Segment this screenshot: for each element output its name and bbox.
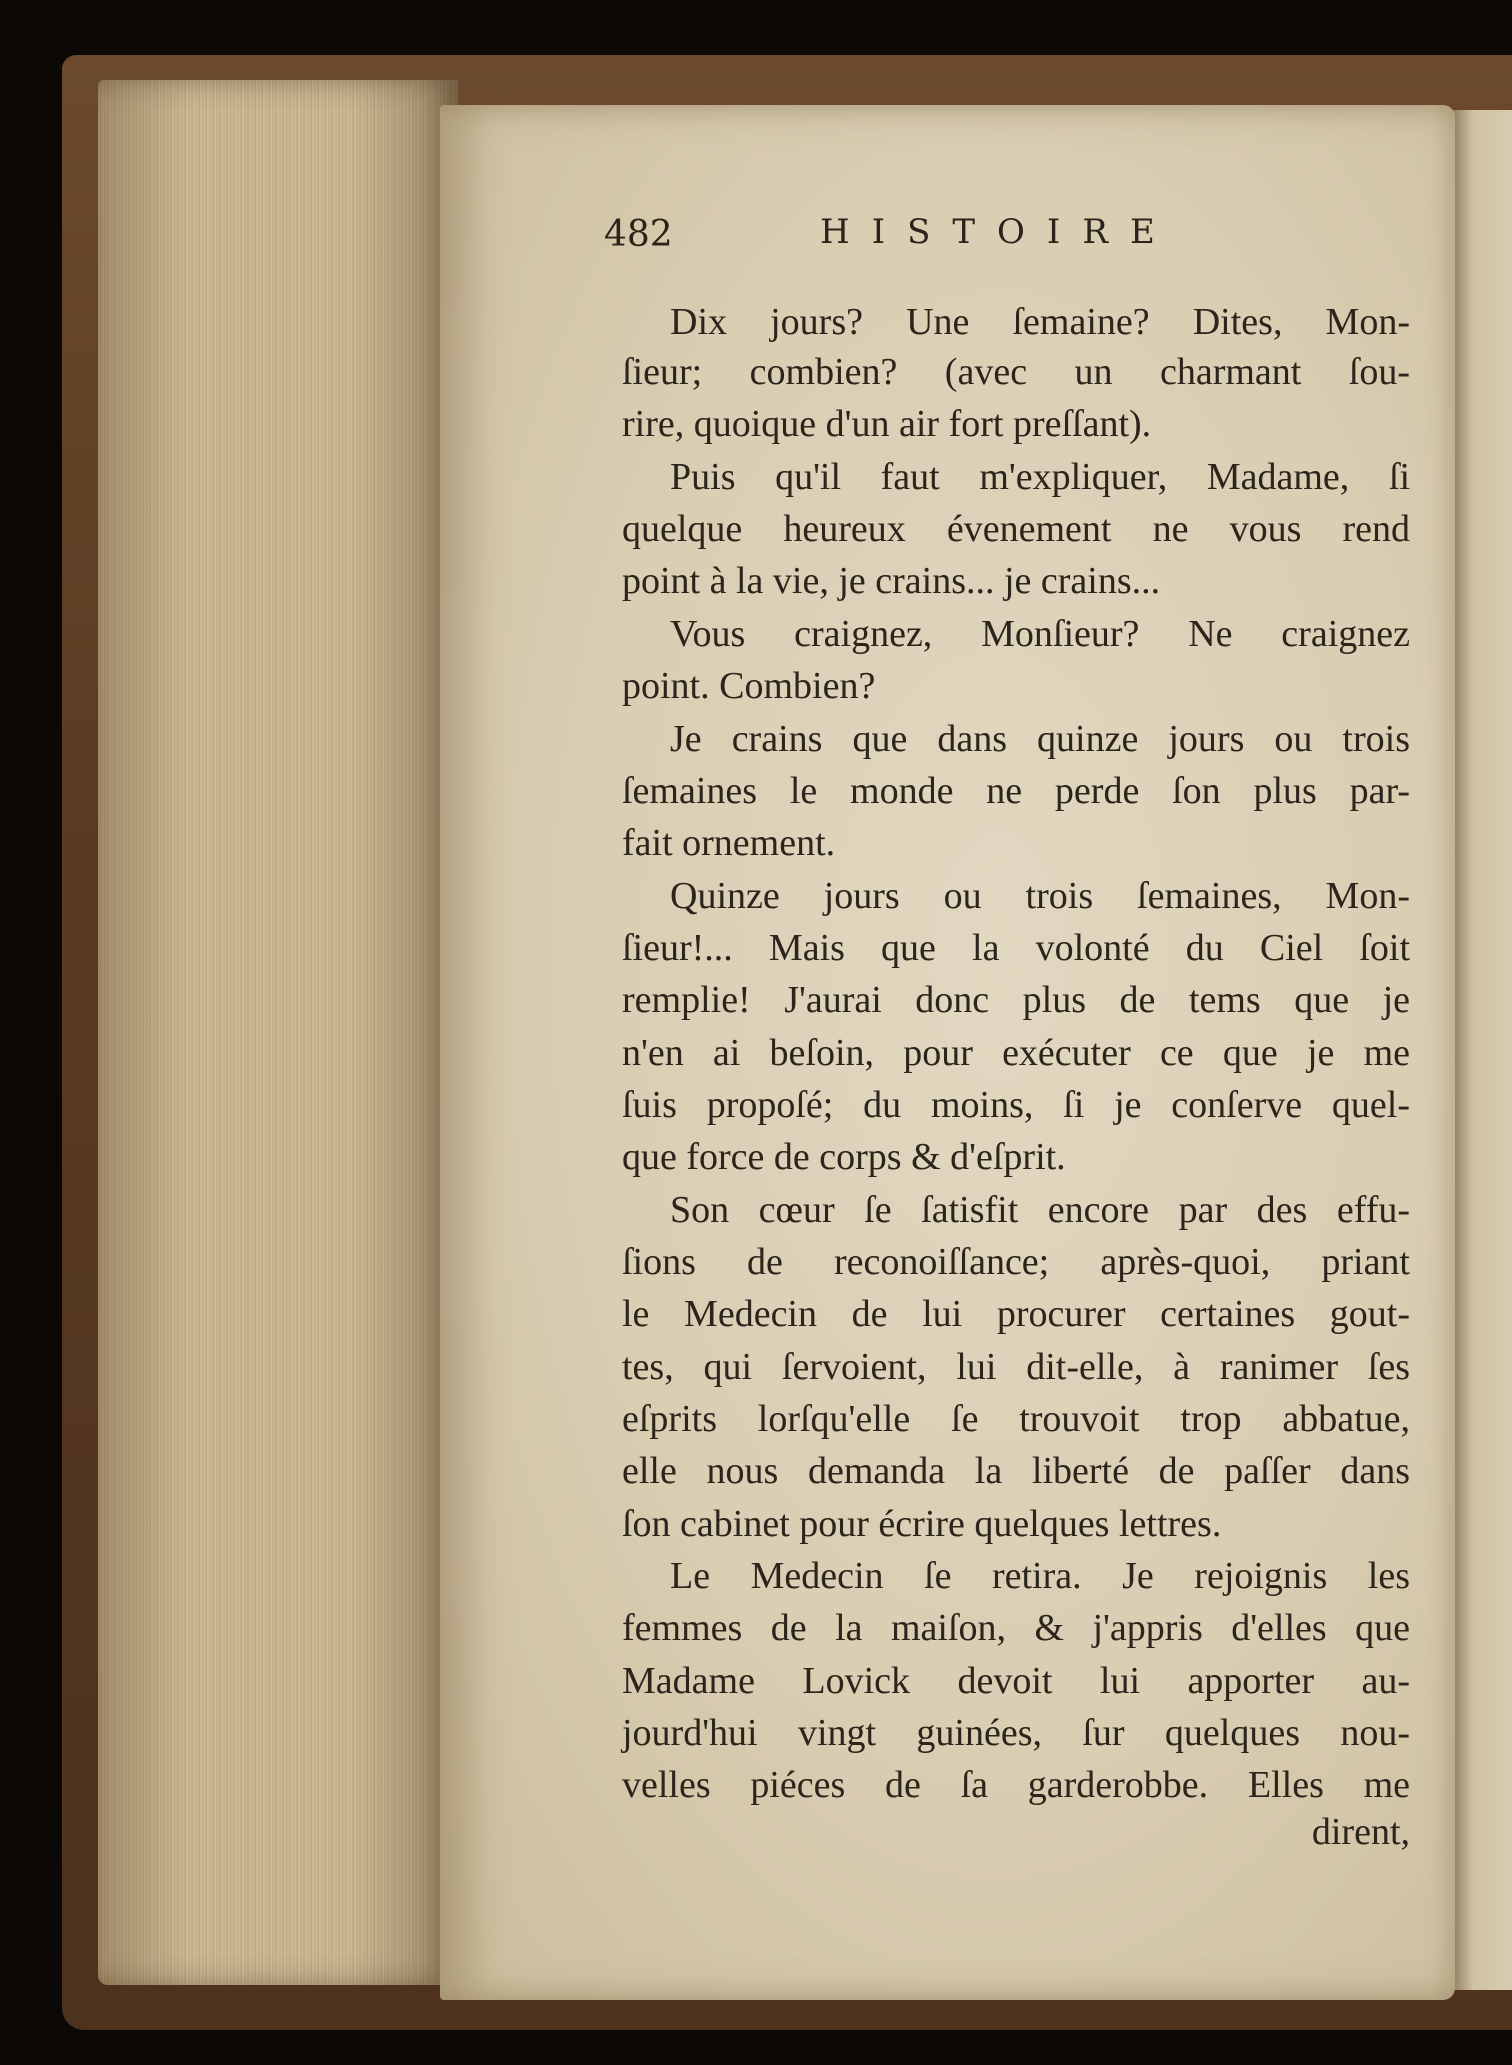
text-line: le Medecin de lui procurer certaines gout- <box>622 1293 1410 1335</box>
text-line: ſieur!... Mais que la volonté du Ciel ſoit <box>622 927 1410 969</box>
text-line: femmes de la maiſon, & j'appris d'elles que <box>622 1607 1410 1649</box>
text-line: eſprits lorſqu'elle ſe trouvoit trop abbatue, <box>622 1398 1410 1440</box>
text-line: ſon cabinet pour écrire quelques lettres. <box>622 1503 1222 1545</box>
text-line: point. Combien? <box>622 665 876 707</box>
catchword: dirent, <box>1311 1811 1410 1853</box>
text-line: fait ornement. <box>622 822 836 864</box>
text-line: Dix jours? Une ſemaine? Dites, Mon- <box>670 301 1410 343</box>
text-line: Je crains que dans quinze jours ou trois <box>670 718 1410 760</box>
text-line: jourd'hui vingt guinées, ſur quelques nou- <box>622 1712 1410 1754</box>
text-line: n'en ai beſoin, pour exécuter ce que je me <box>622 1032 1410 1074</box>
text-line: ſions de reconoiſſance; après-quoi, priant <box>622 1241 1410 1283</box>
text-line: ſuis propoſé; du moins, ſi je conſerve quel- <box>622 1084 1410 1126</box>
text-line: elle nous demanda la liberté de paſſer dans <box>622 1450 1410 1492</box>
text-line: rire, quoique d'un air fort preſſant). <box>622 403 1152 445</box>
text-line: ſieur; combien? (avec un charmant ſou- <box>622 351 1410 393</box>
text-line: tes, qui ſervoient, lui dit-elle, à ranimer ſes <box>622 1346 1410 1388</box>
text-line: velles piéces de ſa garderobbe. Elles me <box>622 1764 1410 1806</box>
text-line: que force de corps & d'eſprit. <box>622 1136 1066 1178</box>
text-line: Son cœur ſe ſatisfit encore par des effu- <box>670 1189 1410 1231</box>
text-line: Le Medecin ſe retira. Je rejoignis les <box>670 1555 1410 1597</box>
text-line: remplie! J'aurai donc plus de tems que je <box>622 979 1410 1021</box>
text-line: quelque heureux évenement ne vous rend <box>622 508 1410 550</box>
page-number: 482 <box>604 214 673 255</box>
text-line: Puis qu'il faut m'expliquer, Madame, ſi <box>670 456 1410 498</box>
text-line: ſemaines le monde ne perde ſon plus par- <box>622 770 1410 812</box>
text-line: Madame Lovick devoit lui apporter au- <box>622 1660 1410 1702</box>
text-line: Quinze jours ou trois ſemaines, Mon- <box>670 875 1410 917</box>
running-title: HISTOIRE <box>820 212 1177 252</box>
facing-page-edge <box>1452 110 1512 1990</box>
text-line: Vous craignez, Monſieur? Ne craignez <box>670 613 1410 655</box>
text-line: point à la vie, je crains... je crains... <box>622 560 1161 602</box>
page-block-edge <box>98 80 458 1985</box>
